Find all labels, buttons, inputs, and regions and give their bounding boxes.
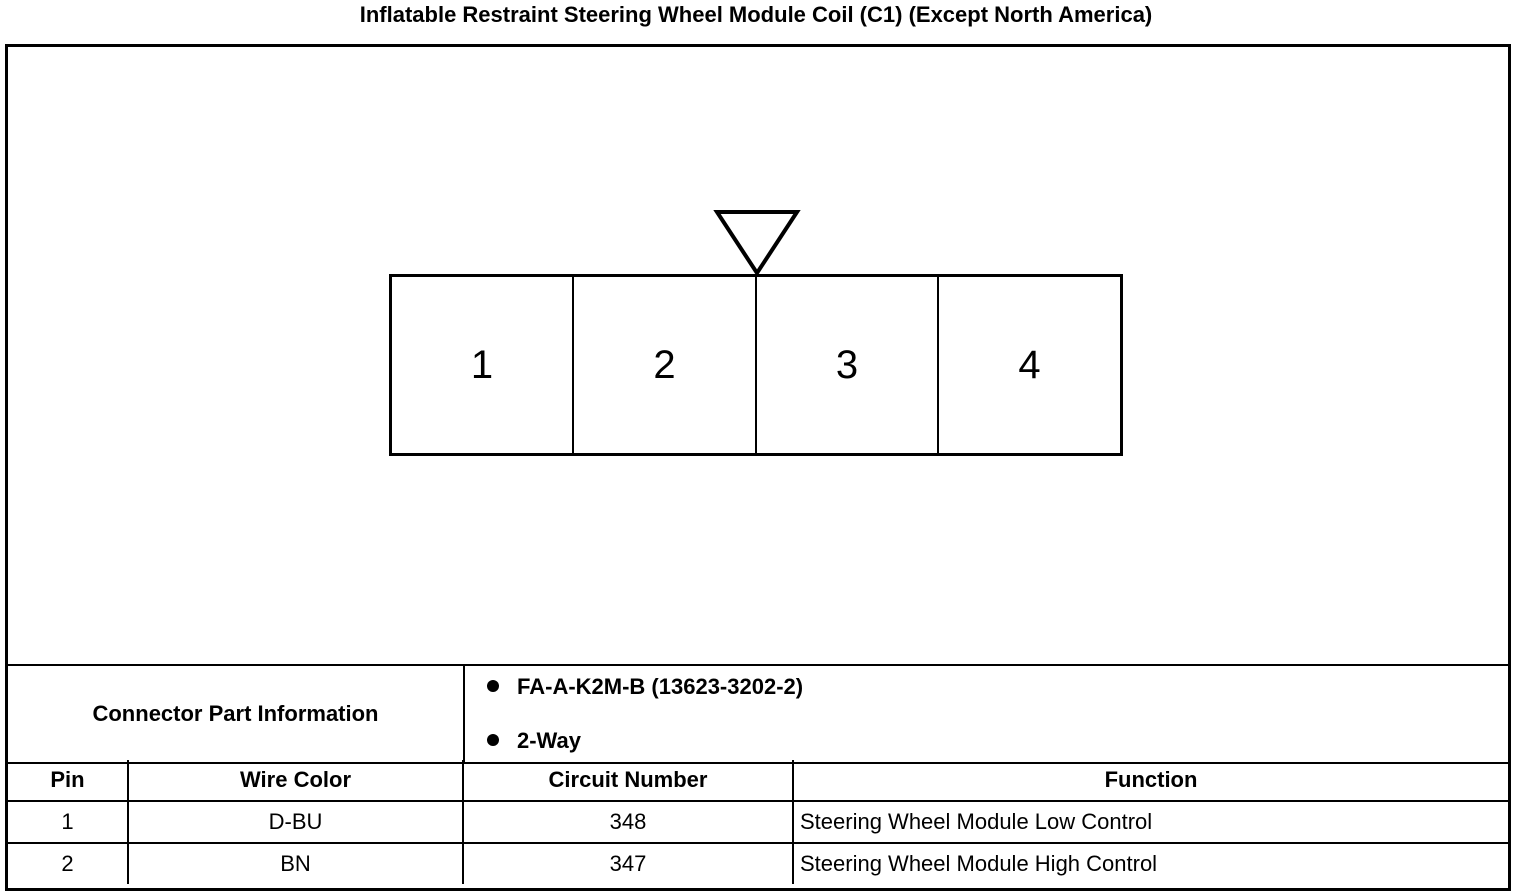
part-info-label: Connector Part Information xyxy=(8,666,465,762)
cell-wire-color: BN xyxy=(128,843,463,884)
connector-diagram xyxy=(8,47,1508,664)
key-triangle-icon xyxy=(712,209,802,279)
diagram-title: Inflatable Restraint Steering Wheel Module Coil (C1) (Except North America) xyxy=(359,2,1153,27)
part-number: FA-A-K2M-B (13623-3202-2) xyxy=(517,674,804,699)
header-function: Function xyxy=(793,760,1508,801)
part-info-list xyxy=(465,666,803,762)
table-row xyxy=(8,843,1508,884)
pinout-table xyxy=(8,760,1508,884)
way-count: 2-Way xyxy=(517,728,581,753)
cell-function: Steering Wheel Module Low Control xyxy=(793,801,1508,843)
cell-pin: 1 xyxy=(8,801,128,843)
cavity-1: 1 xyxy=(392,277,574,453)
bullet-icon xyxy=(487,680,499,692)
bullet-icon xyxy=(487,734,499,746)
cell-pin: 2 xyxy=(8,843,128,884)
part-info-row xyxy=(8,664,1508,764)
table-row xyxy=(8,801,1508,843)
table-header-row xyxy=(8,760,1508,801)
header-wire-color: Wire Color xyxy=(128,760,463,801)
cell-wire-color: D-BU xyxy=(128,801,463,843)
cavity-3: 3 xyxy=(757,277,939,453)
part-info-item xyxy=(487,674,803,728)
cell-circuit-number: 347 xyxy=(463,843,793,884)
connector-face xyxy=(389,274,1123,456)
cell-function: Steering Wheel Module High Control xyxy=(800,851,1158,876)
connector-frame xyxy=(5,44,1511,891)
cell-circuit-number: 348 xyxy=(463,801,793,843)
header-circuit-number: Circuit Number xyxy=(463,760,793,801)
cavity-4: 4 xyxy=(1018,342,1041,387)
cavity-2: 2 xyxy=(574,277,757,453)
header-pin: Pin xyxy=(8,760,128,801)
